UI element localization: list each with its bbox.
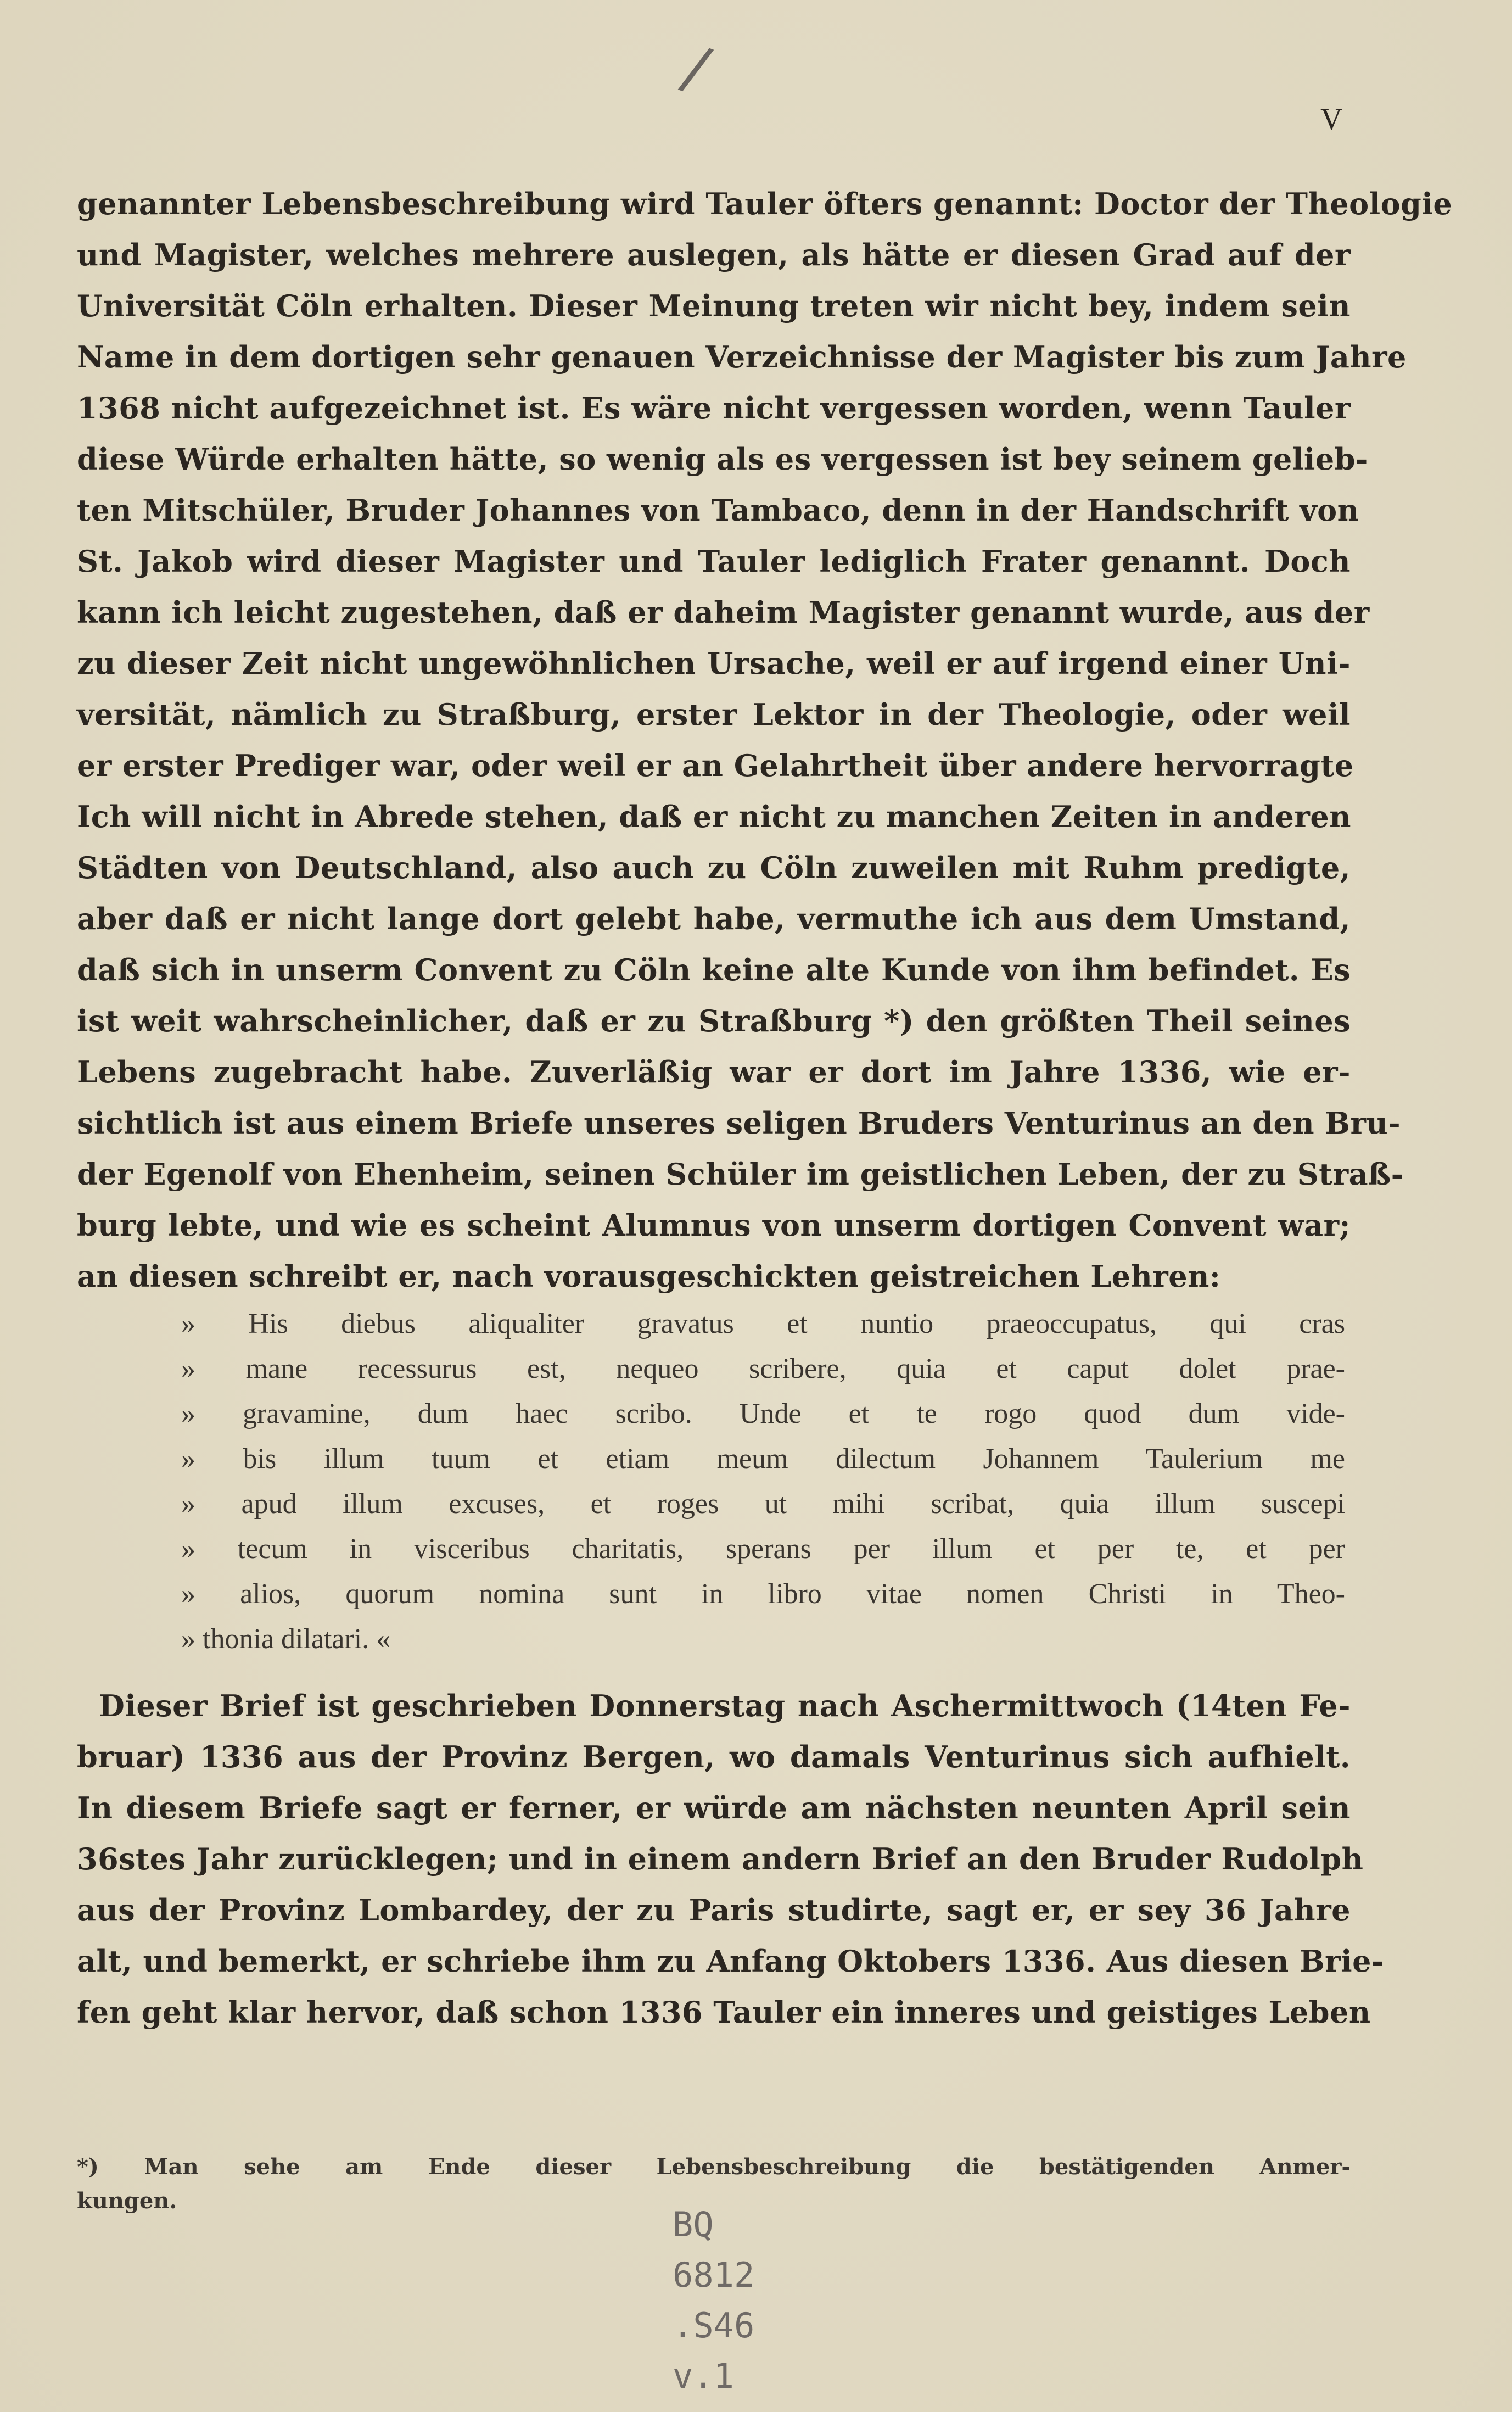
text-line: kann ich leicht zugestehen, daß er daheim Magister genannt wurde, aus der: [77, 595, 1370, 630]
text-line: daß sich in unserm Convent zu Cöln keine alte Kunde von ihm befindet. Es: [77, 952, 1351, 987]
call-number-line: .S46: [673, 2305, 755, 2346]
text-line: » apud illum excuses, et roges ut mihi scribat, quia illum suscepi: [181, 1488, 1345, 1520]
text-line: » alios, quorum nomina sunt in libro vitae nomen Christi in Theo-: [181, 1578, 1345, 1610]
text-line: » gravamine, dum haec scribo. Unde et te rogo quod dum vide-: [181, 1398, 1345, 1430]
paragraph-2: [77, 1680, 1384, 2038]
text-line: aus der Provinz Lombardey, der zu Paris studirte, sagt er, er sey 36 Jahre: [77, 1892, 1351, 1928]
text-line: » thonia dilatari. «: [181, 1623, 391, 1655]
text-line: sichtlich ist aus einem Briefe unseres seligen Bruders Venturinus an den Bru-: [77, 1106, 1401, 1141]
library-call-number-stamp: [673, 2199, 782, 2402]
text-line: der Egenolf von Ehenheim, seinen Schüler im geistlichen Leben, der zu Straß-: [77, 1157, 1404, 1192]
text-line: aber daß er nicht lange dort gelebt habe, vermuthe ich aus dem Umstand,: [77, 901, 1351, 936]
text-line: In diesem Briefe sagt er ferner, er würde am nächsten neunten April sein: [77, 1790, 1351, 1825]
text-line: alt, und bemerkt, er schriebe ihm zu Anfang Oktobers 1336. Aus diesen Brie-: [77, 1944, 1384, 1979]
text-line: » tecum in visceribus charitatis, sperans per illum et per te, et per: [181, 1533, 1345, 1565]
text-line: ten Mitschüler, Bruder Johannes von Tambaco, denn in der Handschrift von: [77, 493, 1359, 528]
paragraph-1: [77, 178, 1453, 1302]
text-line: Dieser Brief ist geschrieben Donnerstag nach Aschermittwoch (14ten Fe-: [99, 1688, 1351, 1723]
latin-quote: [181, 1302, 1345, 1662]
text-line: ist weit wahrscheinlicher, daß er zu Straßburg *) den größten Theil seines: [77, 1003, 1351, 1038]
text-line: und Magister, welches mehrere auslegen, als hätte er diesen Grad auf der: [77, 237, 1351, 272]
text-line: » His diebus aliqualiter gravatus et nuntio praeoccupatus, qui cras: [181, 1308, 1345, 1339]
text-line: burg lebte, und wie es scheint Alumnus von unserm dortigen Convent war;: [77, 1208, 1351, 1243]
text-line: Name in dem dortigen sehr genauen Verzeichnisse der Magister bis zum Jahre: [77, 339, 1407, 375]
text-line: Städten von Deutschland, also auch zu Cöln zuweilen mit Ruhm predigte,: [77, 850, 1351, 885]
text-line: versität, nämlich zu Straßburg, erster Lektor in der Theologie, oder weil: [77, 697, 1351, 732]
text-line: 36stes Jahr zurücklegen; und in einem andern Brief an den Bruder Rudolph: [77, 1841, 1364, 1877]
text-line: kungen.: [77, 2188, 177, 2214]
pencil-mark: /: [675, 31, 718, 105]
text-line: Lebens zugebracht habe. Zuverläßig war er dort im Jahre 1336, wie er-: [77, 1054, 1351, 1090]
call-number-line: 6812: [673, 2255, 755, 2295]
call-number-line: v.1: [673, 2356, 734, 2396]
call-number-line: BQ: [673, 2204, 714, 2244]
text-line: zu dieser Zeit nicht ungewöhnlichen Ursache, weil er auf irgend einer Uni-: [77, 646, 1351, 681]
text-line: » mane recessurus est, nequeo scribere, quia et caput dolet prae-: [181, 1353, 1345, 1384]
text-line: bruar) 1336 aus der Provinz Bergen, wo damals Venturinus sich aufhielt.: [77, 1739, 1351, 1774]
page-number: V: [1320, 102, 1343, 136]
text-line: fen geht klar hervor, daß schon 1336 Tauler ein inneres und geistiges Leben: [77, 1995, 1371, 2030]
text-line: er erster Prediger war, oder weil er an Gelahrtheit über andere hervorragte: [77, 748, 1354, 783]
text-line: » bis illum tuum et etiam meum dilectum Johannem Taulerium me: [181, 1443, 1345, 1475]
text-line: St. Jakob wird dieser Magister und Tauler lediglich Frater genannt. Doch: [77, 544, 1351, 579]
text-line: 1368 nicht aufgezeichnet ist. Es wäre nicht vergessen worden, wenn Tauler: [77, 390, 1351, 426]
text-line: diese Würde erhalten hätte, so wenig als es vergessen ist bey seinem gelieb-: [77, 442, 1368, 477]
text-line: an diesen schreibt er, nach vorausgeschickten geistreichen Lehren:: [77, 1259, 1221, 1294]
text-line: *) Man sehe am Ende dieser Lebensbeschreibung die bestätigenden Anmer-: [77, 2154, 1351, 2180]
text-line: genannter Lebensbeschreibung wird Tauler öfters genannt: Doctor der Theologie: [77, 186, 1453, 221]
text-line: Universität Cöln erhalten. Dieser Meinung treten wir nicht bey, indem sein: [77, 288, 1351, 323]
text-line: Ich will nicht in Abrede stehen, daß er nicht zu manchen Zeiten in anderen: [77, 799, 1351, 834]
